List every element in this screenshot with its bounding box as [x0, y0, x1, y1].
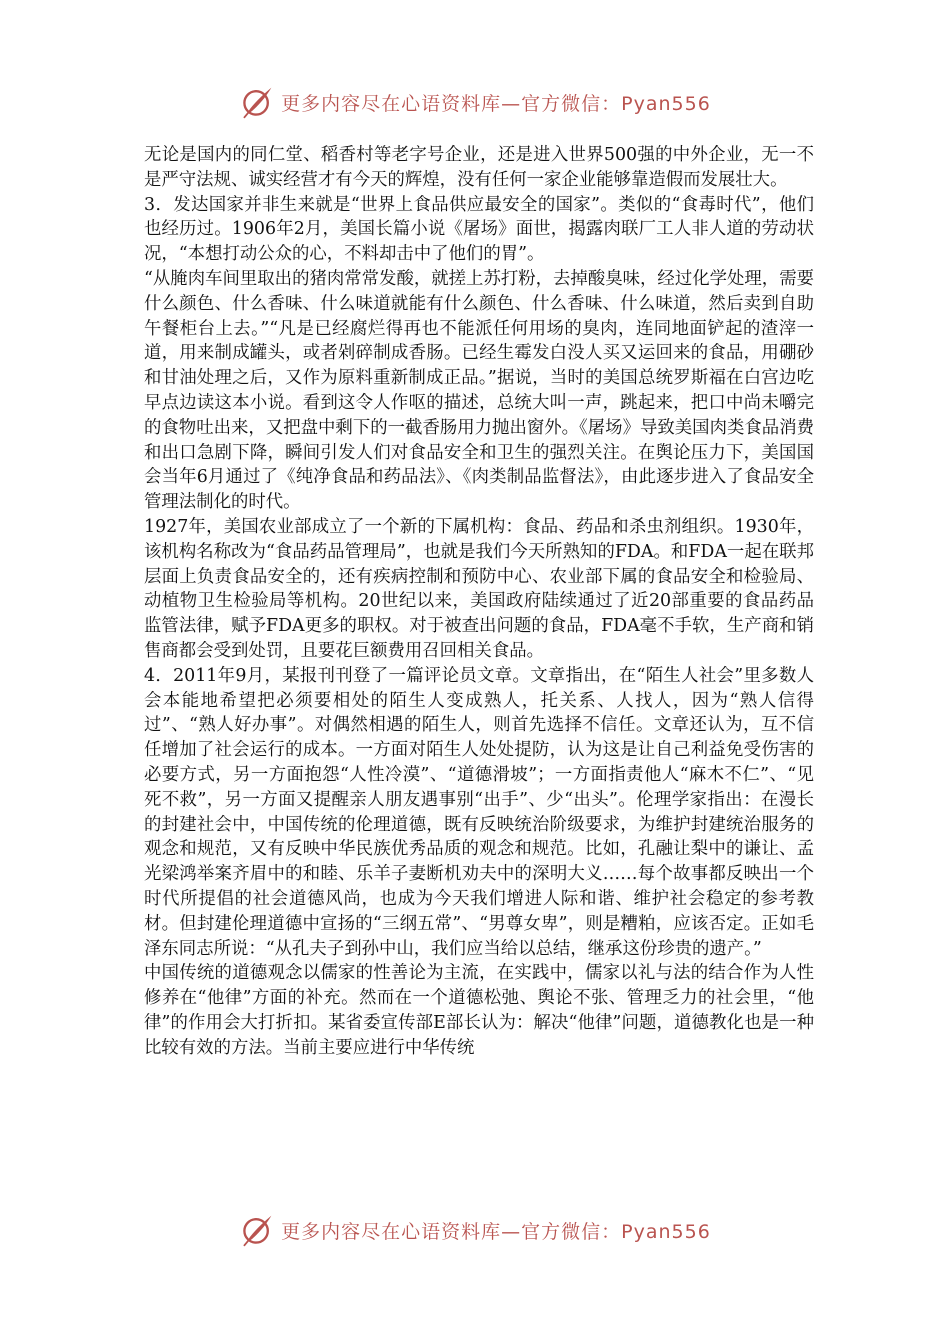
paragraph-3: “从腌肉车间里取出的猪肉常常发酸，就搓上苏打粉，去掉酸臭味，经过化学处理，需要什么颜色、什么香味、什么味道就能有什么颜色、什么香味、什么味道，然后卖到自助午餐柜台上去。”“凡是已经腐烂得再也不能派任何用场的臭肉，连同地面铲起的渣滓一道，用来制成罐头，或者剁碎制成香肠。已经生霉发白没人买又运回来的食品，用硼砂和甘油处理之后，又作为原料重新制成正品。”据说，当时的美国总统罗斯福在白宫边吃早点边读这本小说。看到这令人作呕的描述，总统大叫一声，跳起来，把口中尚未嚼完的食物吐出来，又把盘中剩下的一截香肠用力抛出窗外。《屠场》导致美国肉类食品消费和出口急剧下降，瞬间引发人们对食品安全和卫生的强烈关注。在舆论压力下，美国国会当年6月通过了《纯净食品和药品法》、《肉类制品监督法》，由此逐步进入了食品安全管理法制化的时代。: [144, 268, 814, 513]
quill-pen-icon: [239, 84, 275, 120]
document-body: [144, 143, 814, 1060]
footer-banner-text: 更多内容尽在心语资料库—官方微信：Pyan556: [281, 1220, 711, 1243]
paragraph-5: 4．2011年9月，某报刊刊登了一篇评论员文章。文章指出，在“陌生人社会”里多数人会本能地希望把必须要相处的陌生人变成熟人，托关系、人找人，因为“熟人信得过”、“熟人好办事”。对偶然相遇的陌生人，则首先选择不信任。文章还认为，互不信任增加了社会运行的成本。一方面对陌生人处处提防，认为这是让自己利益免受伤害的必要方式，另一方面抱怨“人性冷漠”、“道德滑坡”；一方面指责他人“麻木不仁”、“见死不救”，另一方面又提醒亲人朋友遇事别“出手”、少“出头”。伦理学家指出：在漫长的封建社会中，中国传统的伦理道德，既有反映统治阶级要求，为维护封建统治服务的观念和规范，又有反映中华民族优秀品质的观念和规范。比如，孔融让梨中的谦让、孟光梁鸿举案齐眉中的和睦、乐羊子妻断机劝夫中的深明大义……每个故事都反映出一个时代所提倡的社会道德风尚，也成为今天我们增进人际和谐、维护社会稳定的参考教材。但封建伦理道德中宣扬的“三纲五常”、“男尊女卑”，则是糟粕，应该否定。正如毛泽东同志所说：“从孔夫子到孙中山，我们应当给以总结，继承这份珍贵的遗产。”: [144, 665, 814, 959]
paragraph-6: 中国传统的道德观念以儒家的性善论为主流，在实践中，儒家以礼与法的结合作为人性修养在“他律”方面的补充。然而在一个道德松弛、舆论不张、管理乏力的社会里，“他律”的作用会大打折扣。某省委宣传部E部长认为：解决“他律”问题，道德教化也是一种比较有效的方法。当前主要应进行中华传统: [144, 963, 814, 1058]
header-banner-text: 更多内容尽在心语资料库—官方微信：Pyan556: [281, 92, 711, 115]
footer-banner: [0, 1208, 950, 1252]
paragraph-1: 无论是国内的同仁堂、稻香村等老字号企业，还是进入世界500强的中外企业，无一不是严守法规、诚实经营才有今天的辉煌，没有任何一家企业能够靠造假而发展壮大。: [144, 145, 814, 190]
paragraph-2: 3．发达国家并非生来就是“世界上食品供应最安全的国家”。类似的“食毒时代”，他们也经历过。1906年2月，美国长篇小说《屠场》面世，揭露肉联厂工人非人道的劳动状况，“本想打动公众的心，不料却击中了他们的胃”。: [144, 194, 814, 265]
quill-pen-icon: [239, 1212, 275, 1248]
paragraph-4: 1927年，美国农业部成立了一个新的下属机构：食品、药品和杀虫剂组织。1930年，该机构名称改为“食品药品管理局”，也就是我们今天所熟知的FDA。和FDA一起在联邦层面上负责食品安全的，还有疾病控制和预防中心、农业部下属的食品安全和检验局、动植物卫生检验局等机构。20世纪以来，美国政府陆续通过了近20部重要的食品药品监管法律，赋予FDA更多的职权。对于被查出问题的食品，FDA毫不手软，生产商和销售商都会受到处罚，且要花巨额费用召回相关食品。: [144, 516, 814, 661]
header-banner: [0, 80, 950, 124]
